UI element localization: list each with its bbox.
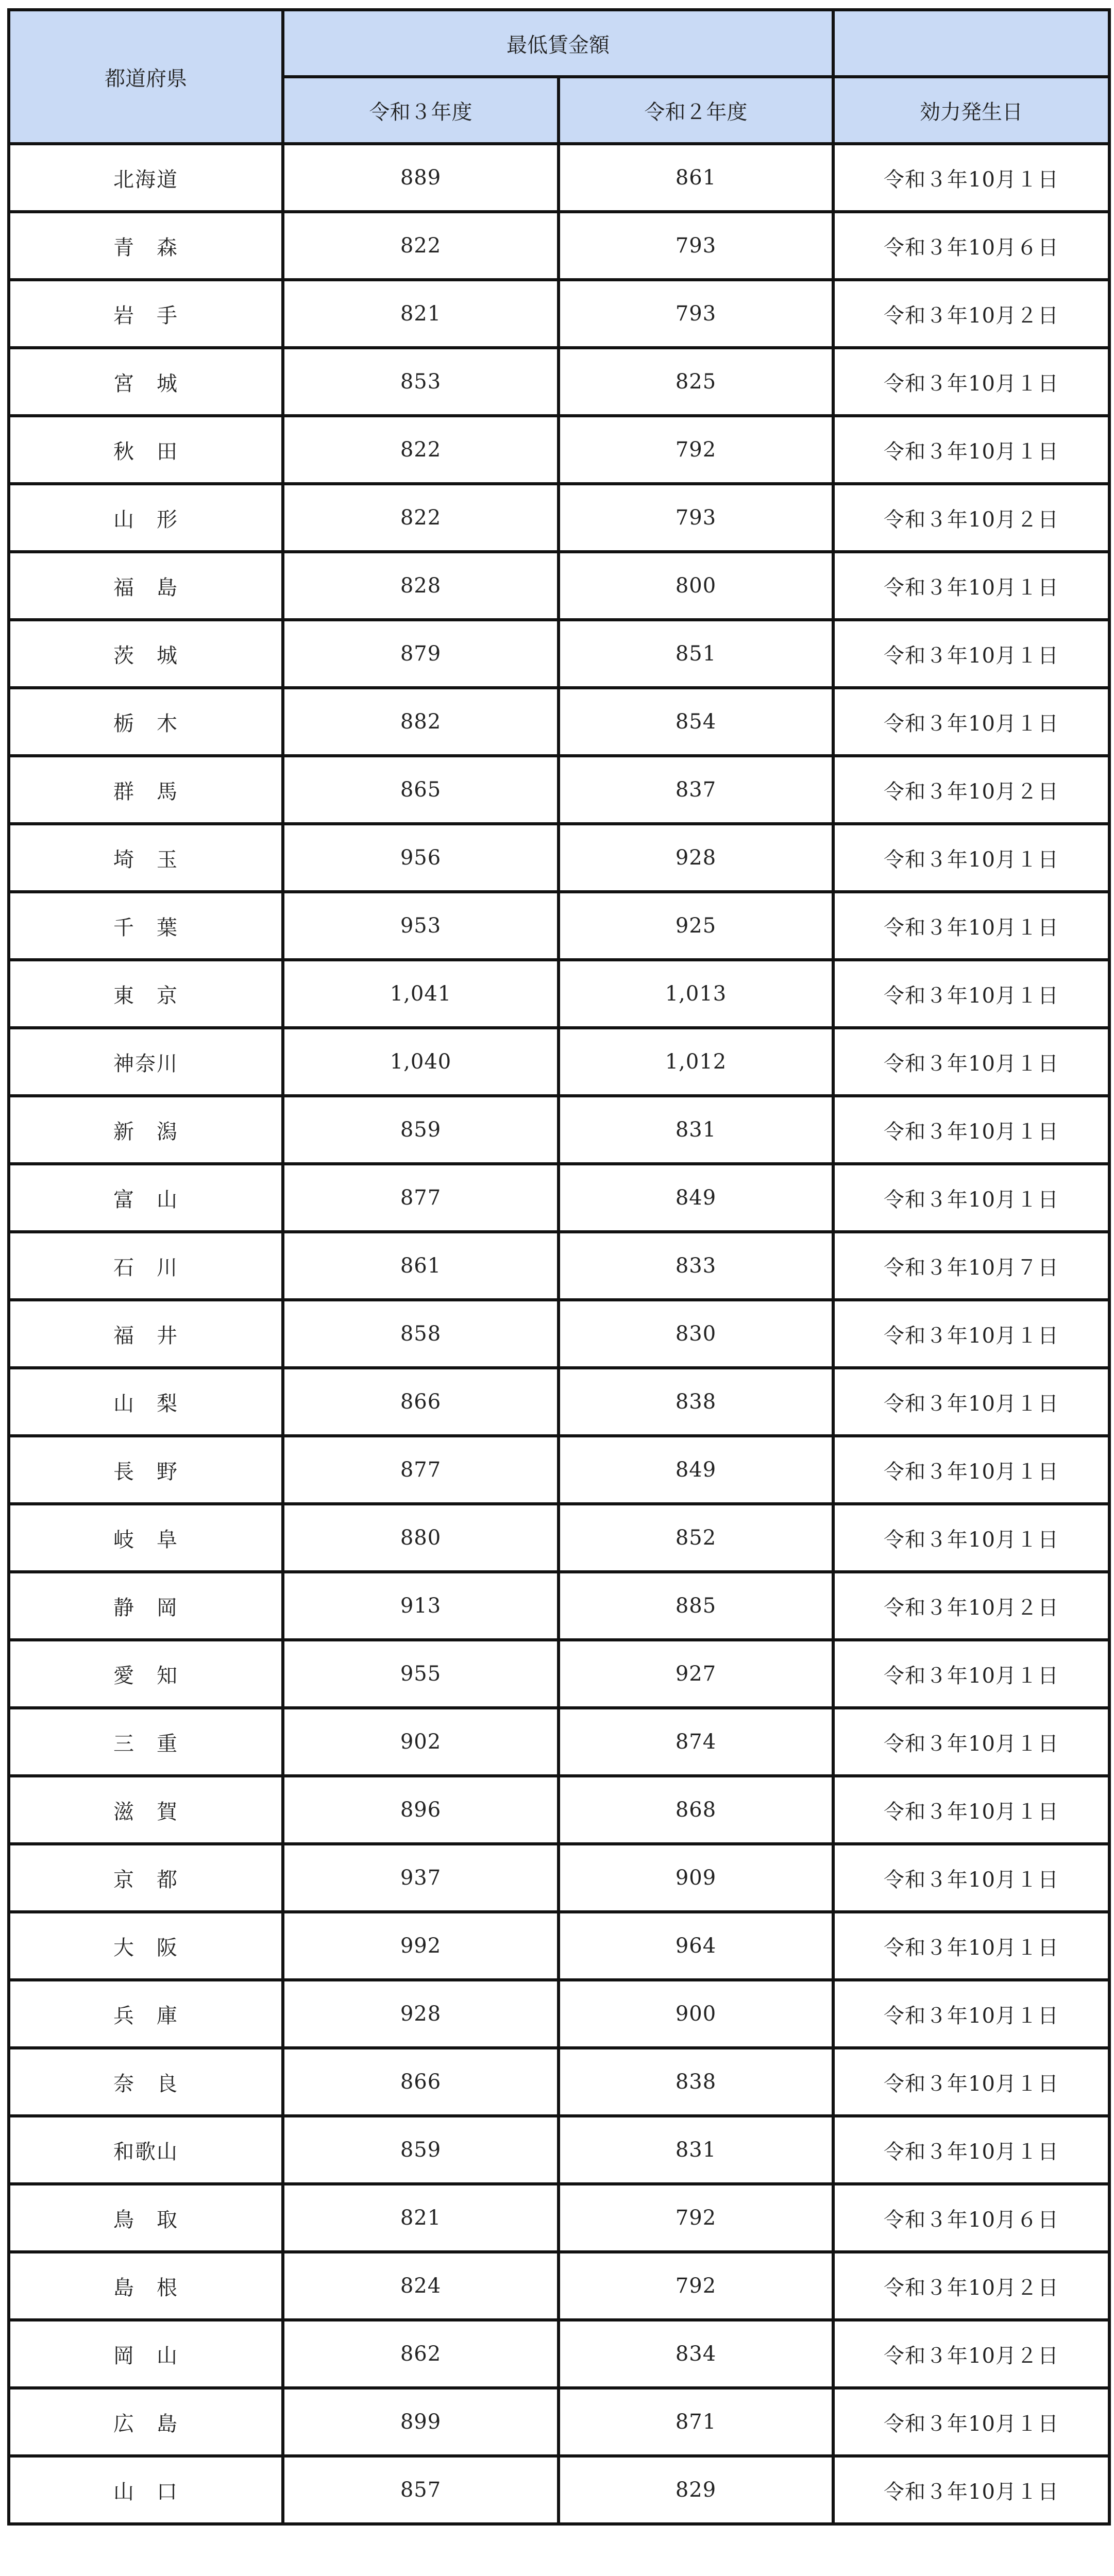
cell-reiwa2-wage: 792 (559, 2252, 833, 2320)
cell-prefecture: 北海道 (9, 144, 283, 212)
cell-reiwa3-wage: 822 (283, 416, 559, 484)
cell-effective-date: 令和３年10月７日 (833, 1232, 1109, 1300)
cell-reiwa2-wage: 800 (559, 552, 833, 620)
cell-reiwa3-wage: 889 (283, 144, 559, 212)
cell-effective-date: 令和３年10月１日 (833, 348, 1109, 416)
table-row (9, 280, 1109, 348)
cell-reiwa3-wage: 858 (283, 1300, 559, 1368)
table-row (9, 892, 1109, 960)
table-row (9, 1844, 1109, 1912)
cell-reiwa2-wage: 793 (559, 212, 833, 280)
cell-effective-date: 令和３年10月１日 (833, 144, 1109, 212)
cell-reiwa3-wage: 859 (283, 1096, 559, 1164)
table-row (9, 1436, 1109, 1504)
cell-reiwa2-wage: 885 (559, 1572, 833, 1640)
cell-reiwa3-wage: 828 (283, 552, 559, 620)
table-row (9, 620, 1109, 688)
cell-effective-date: 令和３年10月１日 (833, 824, 1109, 892)
cell-effective-date: 令和３年10月１日 (833, 1096, 1109, 1164)
cell-reiwa3-wage: 880 (283, 1504, 559, 1572)
table-row (9, 1028, 1109, 1096)
table-row (9, 2320, 1109, 2388)
cell-effective-date: 令和３年10月１日 (833, 1164, 1109, 1232)
table-row (9, 756, 1109, 824)
cell-reiwa3-wage: 824 (283, 2252, 559, 2320)
cell-reiwa2-wage: 874 (559, 1708, 833, 1776)
table-row (9, 1096, 1109, 1164)
table-row (9, 2388, 1109, 2456)
table-row (9, 2116, 1109, 2184)
cell-prefecture: 岡 山 (9, 2320, 283, 2388)
cell-effective-date: 令和３年10月１日 (833, 1300, 1109, 1368)
cell-reiwa2-wage: 793 (559, 280, 833, 348)
table-row (9, 484, 1109, 552)
table-row (9, 1776, 1109, 1844)
cell-reiwa3-wage: 902 (283, 1708, 559, 1776)
cell-reiwa3-wage: 877 (283, 1164, 559, 1232)
cell-prefecture: 秋 田 (9, 416, 283, 484)
cell-reiwa2-wage: 825 (559, 348, 833, 416)
cell-reiwa2-wage: 909 (559, 1844, 833, 1912)
cell-reiwa3-wage: 953 (283, 892, 559, 960)
cell-prefecture: 京 都 (9, 1844, 283, 1912)
cell-prefecture: 山 梨 (9, 1368, 283, 1436)
cell-reiwa2-wage: 838 (559, 1368, 833, 1436)
cell-effective-date: 令和３年10月２日 (833, 280, 1109, 348)
cell-effective-date: 令和３年10月１日 (833, 960, 1109, 1028)
table-row (9, 348, 1109, 416)
cell-reiwa2-wage: 854 (559, 688, 833, 756)
table-row (9, 212, 1109, 280)
cell-prefecture: 石 川 (9, 1232, 283, 1300)
cell-effective-date: 令和３年10月１日 (833, 2388, 1109, 2456)
cell-reiwa2-wage: 851 (559, 620, 833, 688)
cell-prefecture: 鳥 取 (9, 2184, 283, 2252)
cell-effective-date: 令和３年10月６日 (833, 2184, 1109, 2252)
table-row (9, 688, 1109, 756)
table-row (9, 960, 1109, 1028)
cell-reiwa3-wage: 882 (283, 688, 559, 756)
cell-effective-date: 令和３年10月２日 (833, 756, 1109, 824)
header-top-blank (833, 10, 1109, 77)
cell-reiwa3-wage: 955 (283, 1640, 559, 1708)
cell-reiwa3-wage: 821 (283, 2184, 559, 2252)
cell-prefecture: 宮 城 (9, 348, 283, 416)
cell-reiwa3-wage: 861 (283, 1232, 559, 1300)
cell-effective-date: 令和３年10月１日 (833, 1980, 1109, 2048)
cell-reiwa3-wage: 992 (283, 1912, 559, 1980)
cell-reiwa2-wage: 861 (559, 144, 833, 212)
cell-reiwa3-wage: 866 (283, 1368, 559, 1436)
table-header (9, 10, 1109, 144)
cell-effective-date: 令和３年10月１日 (833, 1912, 1109, 1980)
cell-effective-date: 令和３年10月１日 (833, 1368, 1109, 1436)
cell-effective-date: 令和３年10月１日 (833, 416, 1109, 484)
table-row (9, 2048, 1109, 2116)
cell-reiwa2-wage: 831 (559, 1096, 833, 1164)
table-row (9, 1980, 1109, 2048)
cell-reiwa2-wage: 849 (559, 1436, 833, 1504)
cell-prefecture: 愛 知 (9, 1640, 283, 1708)
cell-effective-date: 令和３年10月１日 (833, 892, 1109, 960)
cell-reiwa3-wage: 928 (283, 1980, 559, 2048)
cell-reiwa2-wage: 834 (559, 2320, 833, 2388)
cell-prefecture: 岐 阜 (9, 1504, 283, 1572)
cell-reiwa2-wage: 792 (559, 416, 833, 484)
table-row (9, 1164, 1109, 1232)
cell-reiwa3-wage: 866 (283, 2048, 559, 2116)
header-effective-date: 効力発生日 (833, 77, 1109, 144)
table-row (9, 1572, 1109, 1640)
cell-reiwa2-wage: 792 (559, 2184, 833, 2252)
cell-prefecture: 青 森 (9, 212, 283, 280)
header-reiwa3: 令和３年度 (283, 77, 559, 144)
table-row (9, 1368, 1109, 1436)
table-row (9, 1708, 1109, 1776)
cell-effective-date: 令和３年10月１日 (833, 1504, 1109, 1572)
table-row (9, 552, 1109, 620)
cell-reiwa3-wage: 1,040 (283, 1028, 559, 1096)
cell-reiwa3-wage: 1,041 (283, 960, 559, 1028)
cell-reiwa2-wage: 1,012 (559, 1028, 833, 1096)
cell-prefecture: 山 口 (9, 2456, 283, 2524)
table-row (9, 2252, 1109, 2320)
cell-reiwa2-wage: 837 (559, 756, 833, 824)
cell-effective-date: 令和３年10月１日 (833, 688, 1109, 756)
header-prefecture: 都道府県 (9, 10, 283, 144)
cell-prefecture: 長 野 (9, 1436, 283, 1504)
table-body (9, 144, 1109, 2524)
cell-reiwa3-wage: 899 (283, 2388, 559, 2456)
cell-prefecture: 埼 玉 (9, 824, 283, 892)
cell-prefecture: 福 島 (9, 552, 283, 620)
cell-reiwa3-wage: 859 (283, 2116, 559, 2184)
cell-reiwa2-wage: 868 (559, 1776, 833, 1844)
header-min-wage: 最低賃金額 (283, 10, 833, 77)
cell-effective-date: 令和３年10月１日 (833, 1436, 1109, 1504)
cell-effective-date: 令和３年10月６日 (833, 212, 1109, 280)
cell-reiwa3-wage: 937 (283, 1844, 559, 1912)
cell-reiwa3-wage: 853 (283, 348, 559, 416)
cell-prefecture: 新 潟 (9, 1096, 283, 1164)
table-row (9, 1300, 1109, 1368)
cell-effective-date: 令和３年10月１日 (833, 2048, 1109, 2116)
cell-prefecture: 東 京 (9, 960, 283, 1028)
cell-reiwa2-wage: 871 (559, 2388, 833, 2456)
cell-reiwa2-wage: 852 (559, 1504, 833, 1572)
cell-reiwa2-wage: 849 (559, 1164, 833, 1232)
table-row (9, 416, 1109, 484)
cell-prefecture: 神奈川 (9, 1028, 283, 1096)
table-row (9, 1640, 1109, 1708)
cell-prefecture: 千 葉 (9, 892, 283, 960)
cell-prefecture: 群 馬 (9, 756, 283, 824)
cell-effective-date: 令和３年10月１日 (833, 552, 1109, 620)
cell-prefecture: 兵 庫 (9, 1980, 283, 2048)
cell-reiwa2-wage: 831 (559, 2116, 833, 2184)
cell-prefecture: 茨 城 (9, 620, 283, 688)
cell-reiwa2-wage: 925 (559, 892, 833, 960)
cell-reiwa2-wage: 793 (559, 484, 833, 552)
cell-prefecture: 福 井 (9, 1300, 283, 1368)
header-reiwa2: 令和２年度 (559, 77, 833, 144)
cell-reiwa2-wage: 900 (559, 1980, 833, 2048)
cell-prefecture: 静 岡 (9, 1572, 283, 1640)
cell-reiwa3-wage: 865 (283, 756, 559, 824)
cell-prefecture: 島 根 (9, 2252, 283, 2320)
cell-reiwa2-wage: 829 (559, 2456, 833, 2524)
cell-reiwa3-wage: 879 (283, 620, 559, 688)
cell-reiwa3-wage: 821 (283, 280, 559, 348)
cell-effective-date: 令和３年10月１日 (833, 1028, 1109, 1096)
cell-effective-date: 令和３年10月１日 (833, 2116, 1109, 2184)
cell-prefecture: 広 島 (9, 2388, 283, 2456)
cell-reiwa2-wage: 928 (559, 824, 833, 892)
cell-prefecture: 栃 木 (9, 688, 283, 756)
cell-prefecture: 山 形 (9, 484, 283, 552)
cell-reiwa3-wage: 857 (283, 2456, 559, 2524)
cell-effective-date: 令和３年10月２日 (833, 484, 1109, 552)
cell-effective-date: 令和３年10月１日 (833, 1776, 1109, 1844)
cell-effective-date: 令和３年10月２日 (833, 2320, 1109, 2388)
cell-reiwa2-wage: 833 (559, 1232, 833, 1300)
cell-effective-date: 令和３年10月２日 (833, 2252, 1109, 2320)
table-row (9, 2456, 1109, 2524)
cell-prefecture: 滋 賀 (9, 1776, 283, 1844)
cell-prefecture: 和歌山 (9, 2116, 283, 2184)
cell-effective-date: 令和３年10月２日 (833, 1572, 1109, 1640)
cell-effective-date: 令和３年10月１日 (833, 1640, 1109, 1708)
cell-effective-date: 令和３年10月１日 (833, 1844, 1109, 1912)
cell-reiwa3-wage: 913 (283, 1572, 559, 1640)
cell-prefecture: 岩 手 (9, 280, 283, 348)
cell-reiwa3-wage: 896 (283, 1776, 559, 1844)
cell-reiwa2-wage: 838 (559, 2048, 833, 2116)
cell-reiwa2-wage: 964 (559, 1912, 833, 1980)
table-row (9, 1504, 1109, 1572)
table-row (9, 2184, 1109, 2252)
table-row (9, 1232, 1109, 1300)
cell-prefecture: 奈 良 (9, 2048, 283, 2116)
cell-reiwa2-wage: 1,013 (559, 960, 833, 1028)
header-row-top (9, 10, 1109, 77)
cell-reiwa3-wage: 822 (283, 212, 559, 280)
cell-reiwa3-wage: 877 (283, 1436, 559, 1504)
minimum-wage-table (7, 8, 1111, 2526)
cell-prefecture: 富 山 (9, 1164, 283, 1232)
cell-effective-date: 令和３年10月１日 (833, 2456, 1109, 2524)
table-row (9, 824, 1109, 892)
cell-prefecture: 三 重 (9, 1708, 283, 1776)
table-row (9, 1912, 1109, 1980)
cell-reiwa3-wage: 822 (283, 484, 559, 552)
cell-effective-date: 令和３年10月１日 (833, 620, 1109, 688)
cell-prefecture: 大 阪 (9, 1912, 283, 1980)
cell-reiwa2-wage: 830 (559, 1300, 833, 1368)
table-row (9, 144, 1109, 212)
cell-reiwa2-wage: 927 (559, 1640, 833, 1708)
cell-effective-date: 令和３年10月１日 (833, 1708, 1109, 1776)
cell-reiwa3-wage: 956 (283, 824, 559, 892)
cell-reiwa3-wage: 862 (283, 2320, 559, 2388)
